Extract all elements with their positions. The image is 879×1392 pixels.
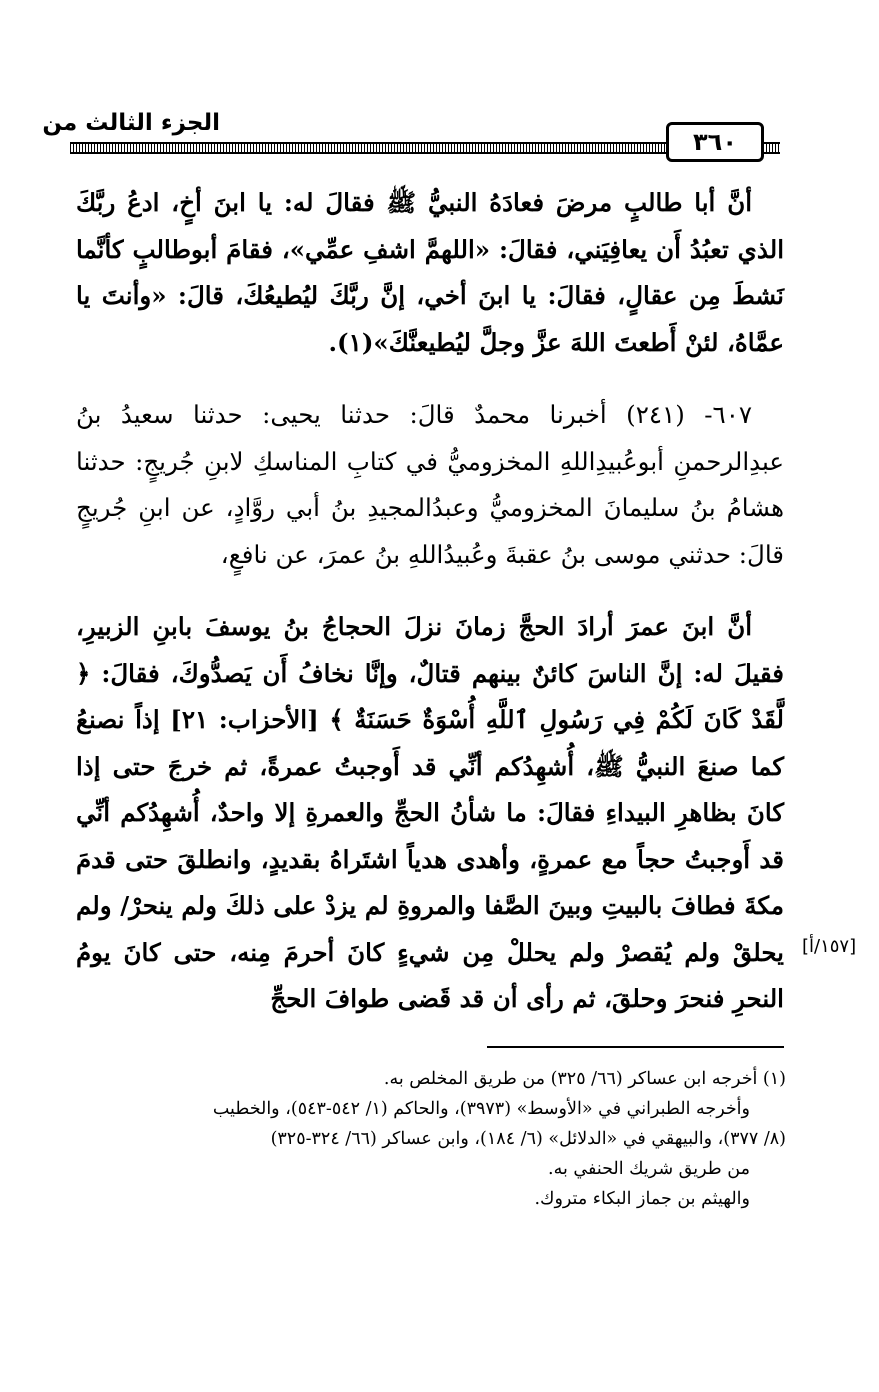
paragraph-3-text-a: أنَّ ابنَ عمرَ أرادَ الحجَّ زمانَ نزلَ الحجاجُ بنُ يوسفَ بابنِ الزبيرِ، فقيلَ له: إنَّ الناسَ كائنٌ بينهم قتالٌ، وإنَّا نخافُ أَن يَصدُّوكَ، فقالَ: (76, 612, 784, 688)
quran-verse: ﴿ لَّقَدْ كَانَ لَكُمْ فِي رَسُولِ ٱللَّهِ أُسْوَةٌ حَسَنَةٌ ﴾ (76, 658, 785, 734)
page-number: ٣٦٠ (666, 122, 764, 162)
footnote-line-4: من طريق شريك الحنفي به. (548, 1159, 750, 1179)
header-rule (70, 142, 670, 154)
footnote-line-5: والهيثم بن جماز البكاء متروك. (534, 1189, 750, 1209)
manuscript-folio-ref: [١٥٧/أ] (802, 936, 857, 957)
paragraph-3 (76, 604, 784, 1023)
footnotes (76, 1064, 786, 1214)
paragraph-1: أنَّ أبا طالبٍ مرضَ فعادَهُ النبيُّ ﷺ فقالَ له: يا ابنَ أخٍ، ادعُ ربَّكَ الذي تعبُدُ أَن يعافِيَني، فقالَ: «اللهمَّ اشفِ عمِّي»، فقامَ أبوطالبٍ كأنَّما نَشطَ مِن عقالٍ، فقالَ: يا ابنَ أخي، إنَّ ربَّكَ ليُطيعُكَ، قالَ: «وأنتَ يا عمَّاهُ، لئنْ أَطعتَ اللهَ عزَّ وجلَّ ليُطيعنَّكَ»(١). (76, 188, 784, 357)
footnote-separator (487, 1046, 784, 1048)
paragraph-3-text-b: [الأحزاب: ٢١] إذاً نصنعُ كما صنعَ النبيُّ ﷺ، أُشهِدُكم أنِّي قد أَوجبتُ عمرةً، ثم خرجَ حتى إذا كانَ بظاهرِ البيداءِ فقالَ: ما شأنُ الحجِّ والعمرةِ إلا واحدٌ، أُشهِدُكم أنِّي قد أَوجبتُ حجاً مع عمرةٍ، وأهدى هدياً اشتَراهُ بقديدٍ، وانطلقَ حتى قدمَ مكةَ فطافَ بالبيتِ وبينَ الصَّفا والمروةِ لم يزدْ على ذلكَ ولم ينحرْ/ ولم يحلقْ ولم يُقصرْ ولم يحللْ مِن شيءٍ كانَ أحرمَ مِنه، حتى كانَ يومُ النحرِ فنحرَ وحلقَ، ثم رأى أن قد قَضى طوافَ الحجِّ (76, 705, 784, 1013)
running-title: الجزء الثالث من (42, 110, 220, 136)
footnote-line-1: (١) أخرجه ابن عساكر (٦٦/ ٣٢٥) من طريق المخلص به. (383, 1069, 786, 1089)
paragraph-2-isnad: ٦٠٧- (٢٤١) أخبرنا محمدٌ قالَ: حدثنا يحيى: حدثنا سعيدُ بنُ عبدِالرحمنِ أبوعُبيدِاللهِ المخزوميُّ في كتابِ المناسكِ لابنِ جُريجٍ: حدثنا هشامُ بنُ سليمانَ المخزوميُّ وعبدُالمجيدِ بنُ أبي روَّادٍ، عن ابنِ جُريجٍ قالَ: حدثني موسى بنُ عقبةَ وعُبيدُاللهِ بنُ عمرَ، عن نافعٍ، (76, 400, 784, 569)
footnote-line-3: (٨/ ٣٧٧)، والبيهقي في «الدلائل» (٦/ ١٨٤)، وابن عساكر (٦٦/ ٣٢٤-٣٢٥) (270, 1129, 786, 1149)
page-header (42, 108, 780, 162)
footnote-line-2: وأخرجه الطبراني في «الأوسط» (٣٩٧٣)، والحاكم (١/ ٥٤٢-٥٤٣)، والخطيب (212, 1099, 750, 1119)
main-text (76, 180, 784, 1023)
